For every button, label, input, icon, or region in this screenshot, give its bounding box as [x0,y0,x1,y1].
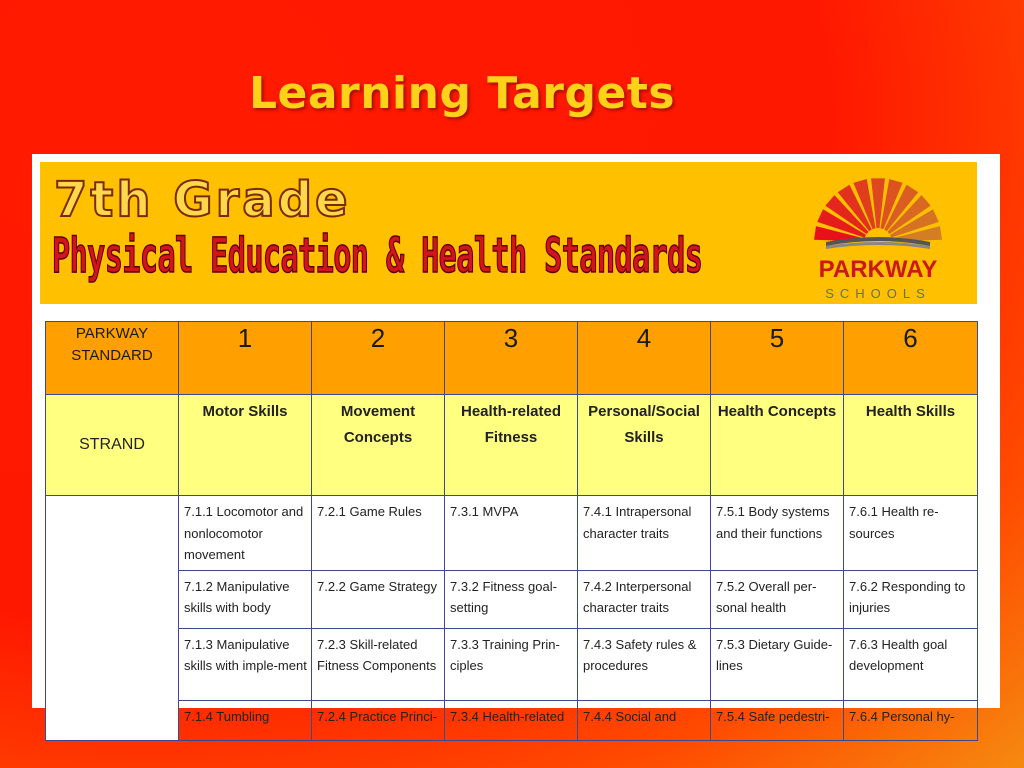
table-cell: 7.4.4 Social and [578,700,711,740]
table-cell: 7.4.2 Interpersonal character traits [578,570,711,628]
standard-header-row [46,322,978,395]
table-cell: 7.3.1 MVPA [445,496,578,571]
table-cell: 7.1.2 Manipulative skills with body [179,570,312,628]
table-cell: 7.6.4 Personal hy- [844,700,978,740]
document-banner [40,162,977,304]
table-cell: 7.1.3 Manipulative skills with imple-ment [179,628,312,700]
strand-name: Health Skills [844,395,978,496]
sunrise-icon [798,172,958,256]
strand-name: Health-related Fitness [445,395,578,496]
standard-number: 5 [711,322,844,395]
table-cell: 7.3.4 Health-related [445,700,578,740]
slide-title: Learning Targets [248,68,676,119]
grade-heading: 7th Grade [54,172,351,228]
standards-table [45,321,978,741]
table-cell: 7.1.4 Tumbling [179,700,312,740]
strand-name: Personal/Social Skills [578,395,711,496]
standard-number: 3 [445,322,578,395]
standard-number: 6 [844,322,978,395]
logo-name: PARKWAY [818,256,938,283]
standard-number: 4 [578,322,711,395]
parkway-logo [798,172,958,302]
table-cell: 7.2.3 Skill-related Fitness Components [312,628,445,700]
table-cell: 7.4.1 Intrapersonal character traits [578,496,711,571]
table-row [46,628,978,700]
table-cell: 7.6.1 Health re-sources [844,496,978,571]
table-row [46,700,978,740]
table-row [46,496,978,571]
strand-label: STRAND [46,395,179,496]
strand-name: Health Concepts [711,395,844,496]
subject-heading: Physical Education & Health Standards [52,228,703,284]
table-cell: 7.2.1 Game Rules [312,496,445,571]
table-cell: 7.5.3 Dietary Guide-lines [711,628,844,700]
table-row [46,570,978,628]
table-cell: 7.1.1 Locomotor and nonlocomotor movement [179,496,312,571]
table-cell: 7.5.2 Overall per-sonal health [711,570,844,628]
table-cell: 7.5.1 Body systems and their functions [711,496,844,571]
standard-number: 1 [179,322,312,395]
table-cell: 7.5.4 Safe pedestri- [711,700,844,740]
standard-number: 2 [312,322,445,395]
strand-row [46,395,978,496]
logo-subtitle: SCHOOLS [825,286,931,301]
table-cell: 7.3.2 Fitness goal-setting [445,570,578,628]
blank-cell [46,496,179,741]
table-cell: 7.3.3 Training Prin-ciples [445,628,578,700]
table-cell: 7.2.2 Game Strategy [312,570,445,628]
strand-name: Movement Concepts [312,395,445,496]
table-cell: 7.4.3 Safety rules & procedures [578,628,711,700]
standards-document [32,154,1000,724]
table-cell: 7.6.2 Responding to injuries [844,570,978,628]
standard-label: PARKWAY STANDARD [46,322,179,395]
table-cell: 7.6.3 Health goal development [844,628,978,700]
table-cell: 7.2.4 Practice Princi- [312,700,445,740]
strand-name: Motor Skills [179,395,312,496]
